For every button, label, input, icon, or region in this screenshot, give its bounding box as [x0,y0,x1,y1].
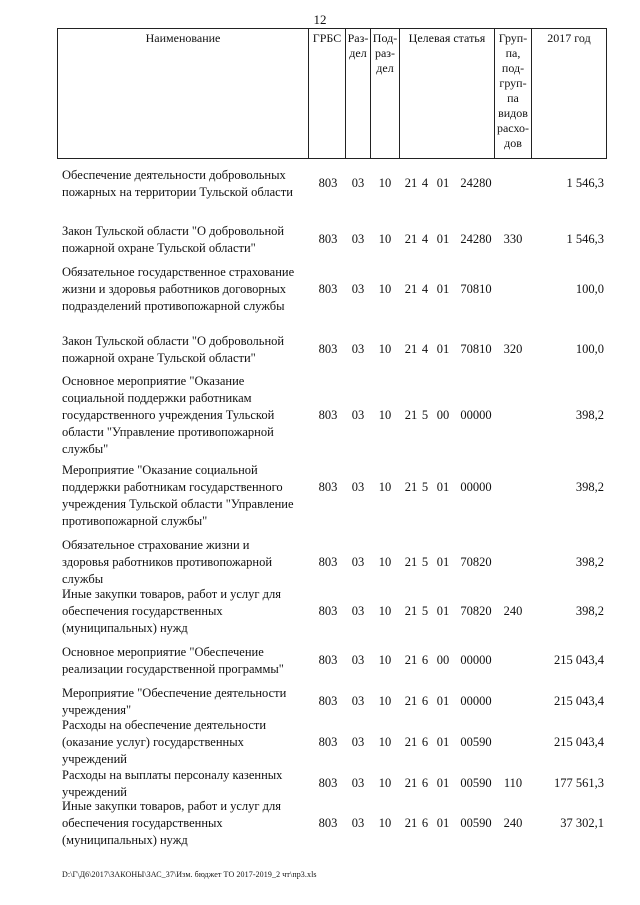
row-name: Основное мероприятие "Обеспечение реализации государственной программы" [62,645,284,676]
podrazdel-code: 10 [378,282,392,296]
target-program: 21 [404,408,418,422]
amount-2017: 398,2 [575,480,604,494]
expense-type-code: 330 [503,232,523,246]
row-name: Закон Тульской области "О добровольной пожарной охране Тульской области" [62,224,285,255]
target-direction: 00000 [460,694,492,708]
target-direction: 00590 [460,776,492,790]
podrazdel-code: 10 [378,816,392,830]
target-direction: 00000 [460,480,492,494]
razdel-code: 03 [351,816,365,830]
expense-type-code: 110 [503,776,523,790]
target-program: 21 [404,735,418,749]
row-name: Обеспечение деятельности добровольных пожарных на территории Тульской области [62,168,293,199]
header-vid: Груп- па, под- груп- па видов расхо- дов [495,29,532,159]
target-program: 21 [404,555,418,569]
amount-2017: 215 043,4 [554,694,604,708]
amount-2017: 37 302,1 [560,816,604,830]
expense-type-code: 240 [503,604,523,618]
target-event: 01 [436,694,450,708]
target-program: 21 [404,480,418,494]
target-program: 21 [404,604,418,618]
razdel-code: 03 [351,342,365,356]
target-program: 21 [404,232,418,246]
expense-type-code: 240 [503,816,523,830]
target-subprogram: 6 [421,816,429,830]
grbs-code: 803 [318,555,338,569]
podrazdel-code: 10 [378,232,392,246]
razdel-code: 03 [351,232,365,246]
target-event: 01 [436,555,450,569]
target-program: 21 [404,776,418,790]
razdel-code: 03 [351,776,365,790]
podrazdel-code: 10 [378,342,392,356]
target-direction: 70820 [460,604,492,618]
podrazdel-code: 10 [378,176,392,190]
podrazdel-code: 10 [378,555,392,569]
target-event: 01 [436,176,450,190]
row-name: Мероприятие "Обеспечение деятельности учреждения" [62,686,287,717]
podrazdel-code: 10 [378,480,392,494]
row-name: Иные закупки товаров, работ и услуг для обеспечения государственных (муниципальных) нужд [62,587,282,635]
podrazdel-code: 10 [378,604,392,618]
amount-2017: 100,0 [575,342,604,356]
podrazdel-code: 10 [378,694,392,708]
razdel-code: 03 [351,694,365,708]
target-subprogram: 6 [421,694,429,708]
amount-2017: 398,2 [575,555,604,569]
grbs-code: 803 [318,480,338,494]
podrazdel-code: 10 [378,735,392,749]
file-path-footer: D:\Г\Д6\2017\ЗАКОНЫ\ЗАС_37\Изм. бюджет ТО 2017-2019_2 чт\пр3.xls [62,870,317,879]
target-direction: 70810 [460,282,492,296]
grbs-code: 803 [318,176,338,190]
target-direction: 70820 [460,555,492,569]
razdel-code: 03 [351,480,365,494]
target-event: 00 [436,653,450,667]
target-direction: 24280 [460,232,492,246]
target-event: 01 [436,342,450,356]
target-subprogram: 6 [421,776,429,790]
target-event: 00 [436,408,450,422]
target-program: 21 [404,282,418,296]
target-program: 21 [404,653,418,667]
target-subprogram: 5 [421,555,429,569]
target-event: 01 [436,480,450,494]
target-program: 21 [404,694,418,708]
header-grbs: ГРБС [309,29,346,159]
grbs-code: 803 [318,232,338,246]
razdel-code: 03 [351,282,365,296]
podrazdel-code: 10 [378,776,392,790]
target-event: 01 [436,604,450,618]
razdel-code: 03 [351,604,365,618]
grbs-code: 803 [318,653,338,667]
target-event: 01 [436,816,450,830]
razdel-code: 03 [351,735,365,749]
amount-2017: 215 043,4 [554,735,604,749]
row-name: Расходы на обеспечение деятельности (оказание услуг) государственных учреждений [62,718,267,766]
target-subprogram: 4 [421,176,429,190]
target-direction: 00590 [460,816,492,830]
target-program: 21 [404,816,418,830]
row-name: Расходы на выплаты персоналу казенных учреждений [62,768,283,799]
amount-2017: 398,2 [575,408,604,422]
row-name: Обязательное государственное страхование жизни и здоровья работников договорных подразделений противопожарной службы [62,265,295,313]
target-subprogram: 5 [421,604,429,618]
amount-2017: 100,0 [575,282,604,296]
target-subprogram: 5 [421,408,429,422]
target-direction: 00000 [460,653,492,667]
grbs-code: 803 [318,776,338,790]
target-direction: 00000 [460,408,492,422]
razdel-code: 03 [351,408,365,422]
grbs-code: 803 [318,735,338,749]
header-razdel: Раз- дел [346,29,371,159]
row-name: Основное мероприятие "Оказание социальной поддержки работникам государственного учреждения Тульской области "Управление противопожарной службы" [62,374,275,456]
grbs-code: 803 [318,604,338,618]
razdel-code: 03 [351,176,365,190]
target-subprogram: 6 [421,735,429,749]
row-name: Закон Тульской области "О добровольной пожарной охране Тульской области" [62,334,285,365]
amount-2017: 177 561,3 [554,776,604,790]
header-year: 2017 год [532,29,607,159]
target-program: 21 [404,176,418,190]
target-direction: 00590 [460,735,492,749]
target-direction: 70810 [460,342,492,356]
razdel-code: 03 [351,555,365,569]
amount-2017: 1 546,3 [566,176,604,190]
amount-2017: 215 043,4 [554,653,604,667]
grbs-code: 803 [318,408,338,422]
header-name: Наименование [58,29,309,159]
amount-2017: 398,2 [575,604,604,618]
grbs-code: 803 [318,694,338,708]
grbs-code: 803 [318,342,338,356]
target-event: 01 [436,282,450,296]
target-subprogram: 6 [421,653,429,667]
row-name: Обязательное страхование жизни и здоровья работников противопожарной службы [62,538,273,586]
header-target: Целевая статья [400,29,495,159]
page-number: 12 [313,12,327,27]
table-header [57,28,607,159]
target-event: 01 [436,735,450,749]
amount-2017: 1 546,3 [566,232,604,246]
row-name: Иные закупки товаров, работ и услуг для обеспечения государственных (муниципальных) нужд [62,799,282,847]
target-subprogram: 4 [421,232,429,246]
target-subprogram: 5 [421,480,429,494]
header-podrazdel: Под- раз- дел [371,29,400,159]
grbs-code: 803 [318,816,338,830]
razdel-code: 03 [351,653,365,667]
row-name: Мероприятие "Оказание социальной поддержки работникам государственного учреждения Тульской области "Управление противопожарной службы" [62,463,294,528]
grbs-code: 803 [318,282,338,296]
expense-type-code: 320 [503,342,523,356]
target-program: 21 [404,342,418,356]
target-event: 01 [436,232,450,246]
target-direction: 24280 [460,176,492,190]
target-subprogram: 4 [421,282,429,296]
podrazdel-code: 10 [378,653,392,667]
target-event: 01 [436,776,450,790]
podrazdel-code: 10 [378,408,392,422]
target-subprogram: 4 [421,342,429,356]
